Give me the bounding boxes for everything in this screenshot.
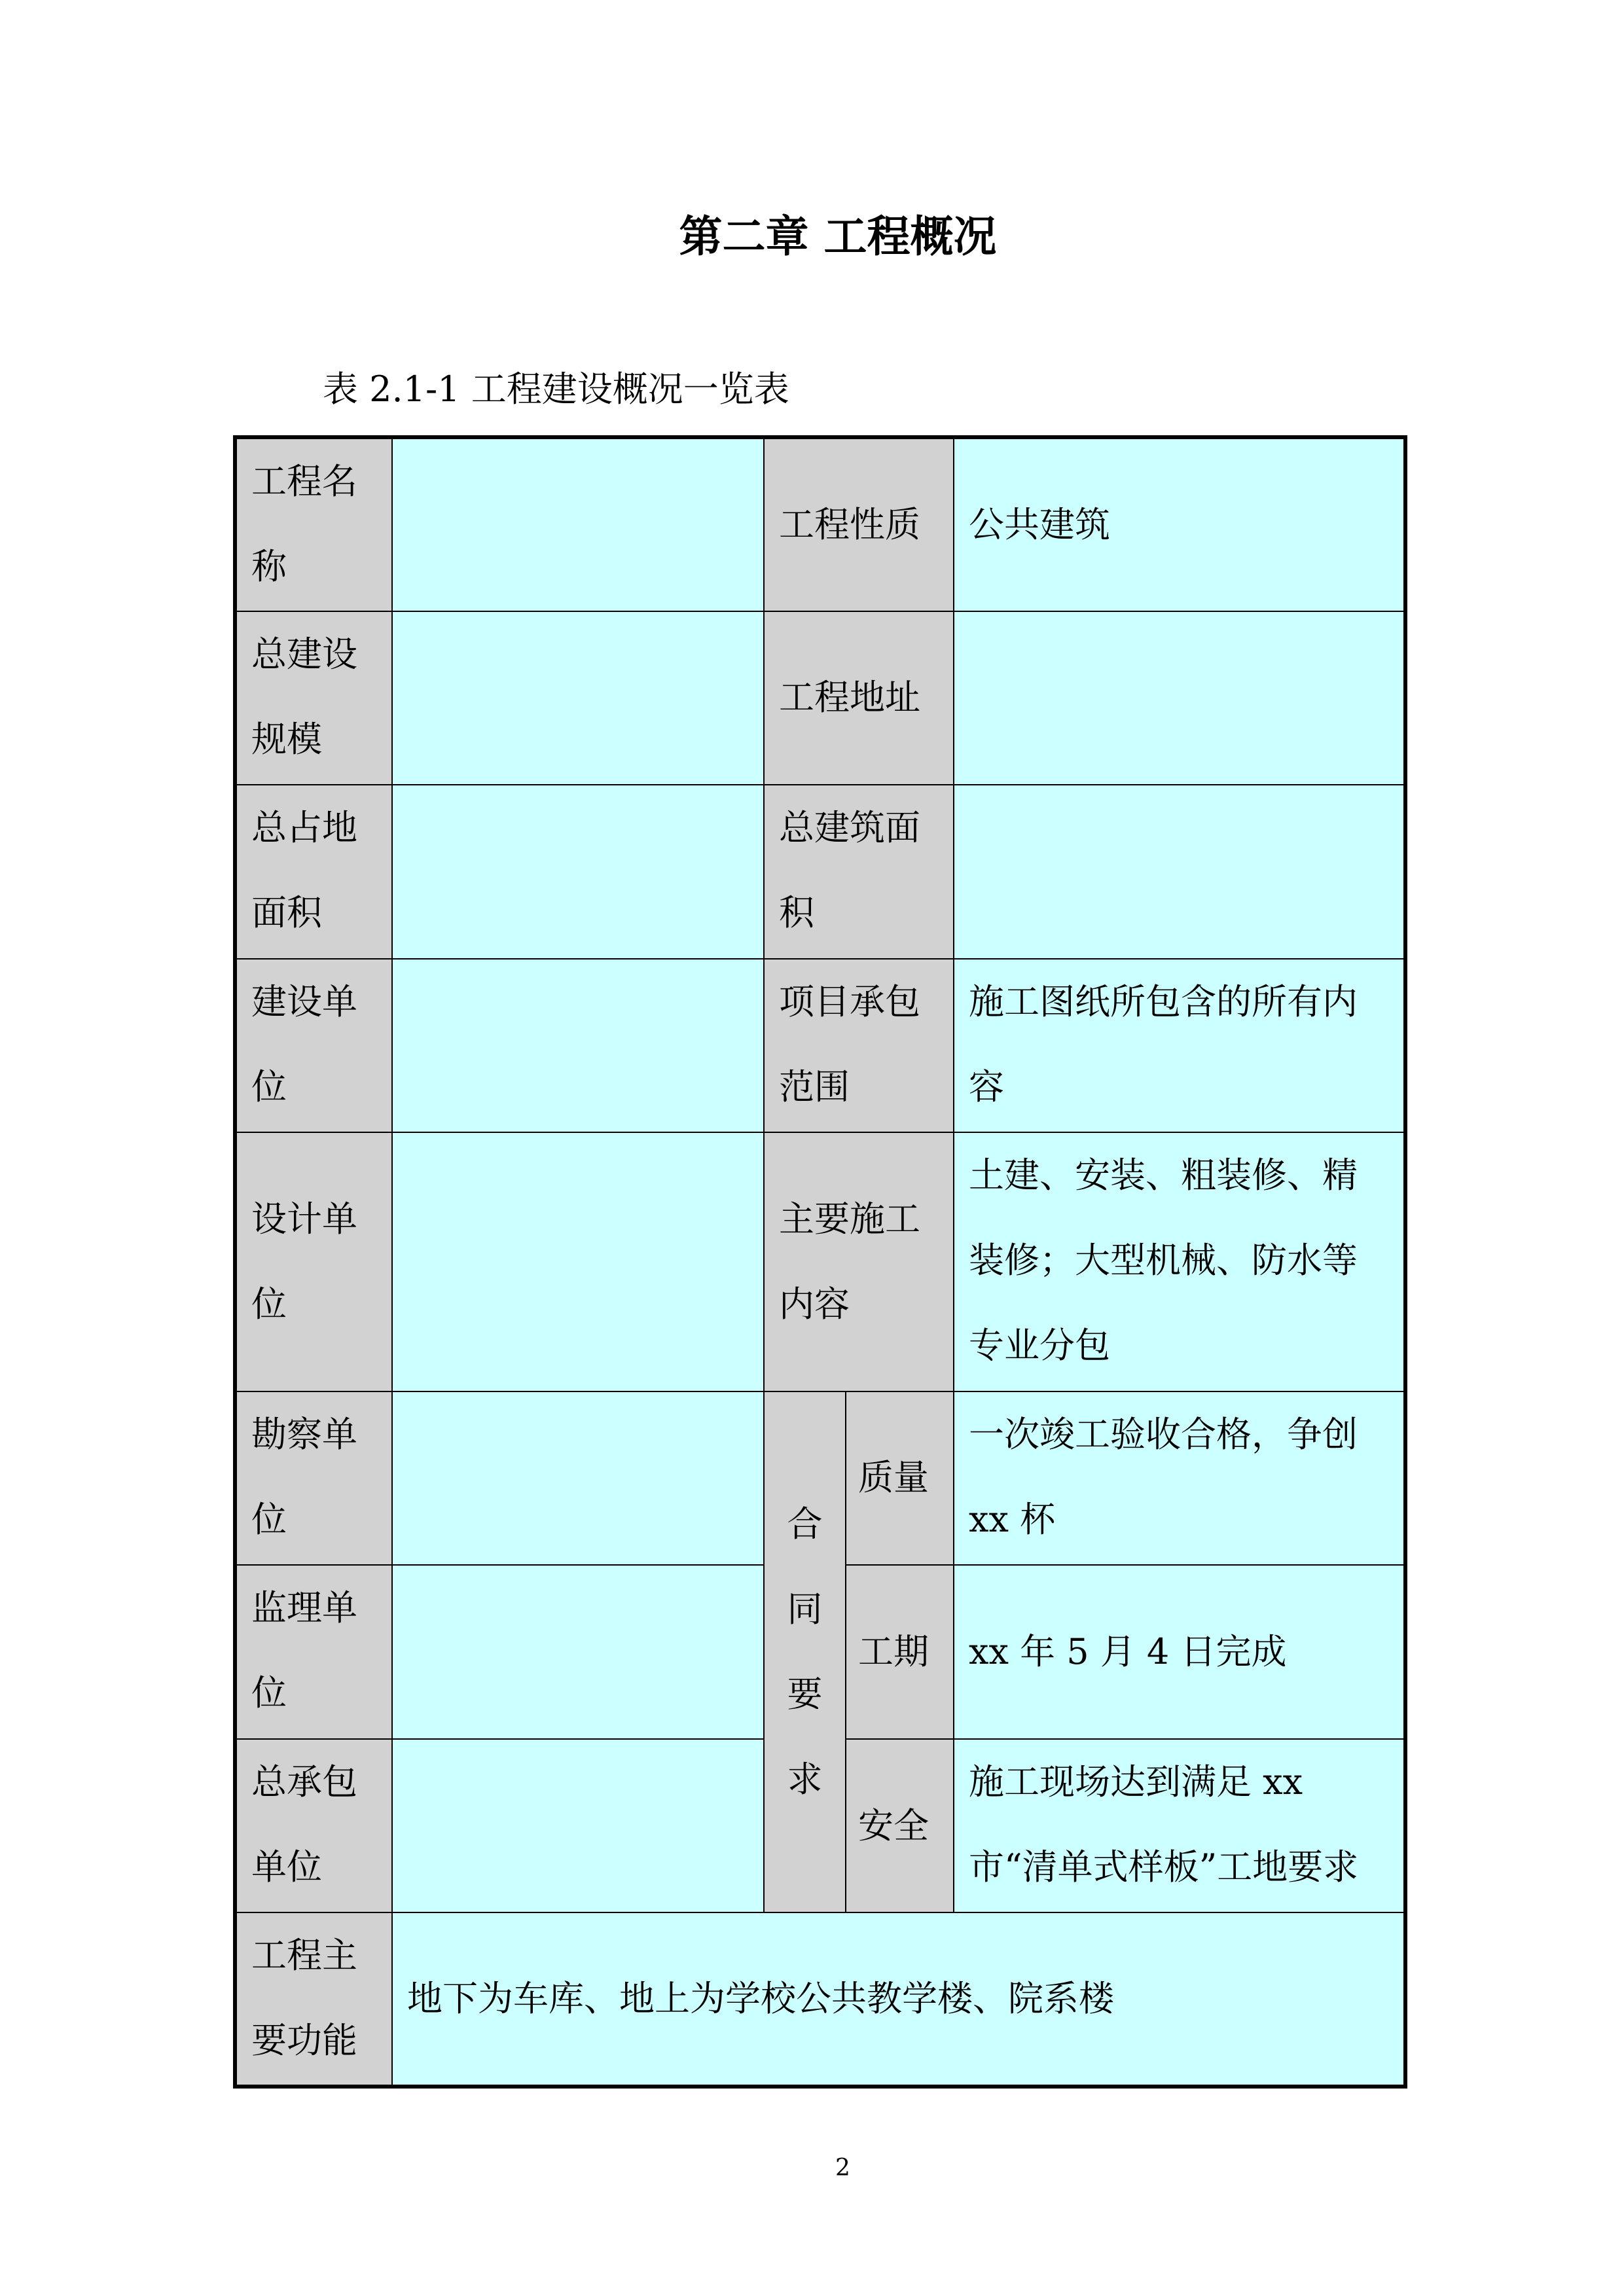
design-unit-value bbox=[392, 1132, 764, 1391]
quality-value: 一次竣工验收合格，争创 xx 杯 bbox=[954, 1391, 1405, 1566]
quality-label: 质量 bbox=[846, 1391, 954, 1566]
client-unit-value bbox=[392, 959, 764, 1133]
schedule-label: 工期 bbox=[846, 1565, 954, 1739]
supervision-unit-label: 监理单位 bbox=[235, 1565, 392, 1739]
chapter-title: 第二章 工程概况 bbox=[679, 211, 997, 262]
total-scale-label: 总建设规模 bbox=[235, 611, 392, 785]
supervision-unit-value bbox=[392, 1565, 764, 1739]
project-nature-value: 公共建筑 bbox=[954, 437, 1405, 611]
total-scale-value bbox=[392, 611, 764, 785]
design-unit-label: 设计单位 bbox=[235, 1132, 392, 1391]
table-row bbox=[235, 785, 1405, 959]
table-row bbox=[235, 437, 1405, 611]
main-works-label: 主要施工内容 bbox=[764, 1132, 954, 1391]
page-number: 2 bbox=[835, 2155, 850, 2181]
project-nature-label: 工程性质 bbox=[764, 437, 954, 611]
table-caption: 表 2.1-1 工程建设概况一览表 bbox=[323, 368, 789, 410]
survey-unit-label: 勘察单位 bbox=[235, 1391, 392, 1566]
contract-requirements-text: 合同要求 bbox=[787, 1503, 823, 1801]
land-area-label: 总占地面积 bbox=[235, 785, 392, 959]
general-contractor-value bbox=[392, 1739, 764, 1913]
table-row bbox=[235, 1391, 1405, 1566]
project-name-value bbox=[392, 437, 764, 611]
floor-area-value bbox=[954, 785, 1405, 959]
table-row bbox=[235, 959, 1405, 1133]
safety-value: 施工现场达到满足 xx 市“清单式样板”工地要求 bbox=[954, 1739, 1405, 1913]
general-contractor-label: 总承包单位 bbox=[235, 1739, 392, 1913]
floor-area-label: 总建筑面积 bbox=[764, 785, 954, 959]
client-unit-label: 建设单位 bbox=[235, 959, 392, 1133]
schedule-value: xx 年 5 月 4 日完成 bbox=[954, 1565, 1405, 1739]
main-works-value: 土建、安装、粗装修、精装修；大型机械、防水等专业分包 bbox=[954, 1132, 1405, 1391]
safety-label: 安全 bbox=[846, 1739, 954, 1913]
survey-unit-value bbox=[392, 1391, 764, 1566]
contract-requirements-label bbox=[764, 1391, 846, 1913]
project-overview-table bbox=[233, 435, 1407, 2089]
contract-scope-value: 施工图纸所包含的所有内容 bbox=[954, 959, 1405, 1133]
land-area-value bbox=[392, 785, 764, 959]
main-function-value: 地下为车库、地上为学校公共教学楼、院系楼 bbox=[392, 1912, 1405, 2087]
project-name-label: 工程名称 bbox=[235, 437, 392, 611]
table-row bbox=[235, 1132, 1405, 1391]
project-address-value bbox=[954, 611, 1405, 785]
main-function-label: 工程主要功能 bbox=[235, 1912, 392, 2087]
contract-scope-label: 项目承包范围 bbox=[764, 959, 954, 1133]
project-address-label: 工程地址 bbox=[764, 611, 954, 785]
table-row bbox=[235, 611, 1405, 785]
table-row bbox=[235, 1912, 1405, 2087]
